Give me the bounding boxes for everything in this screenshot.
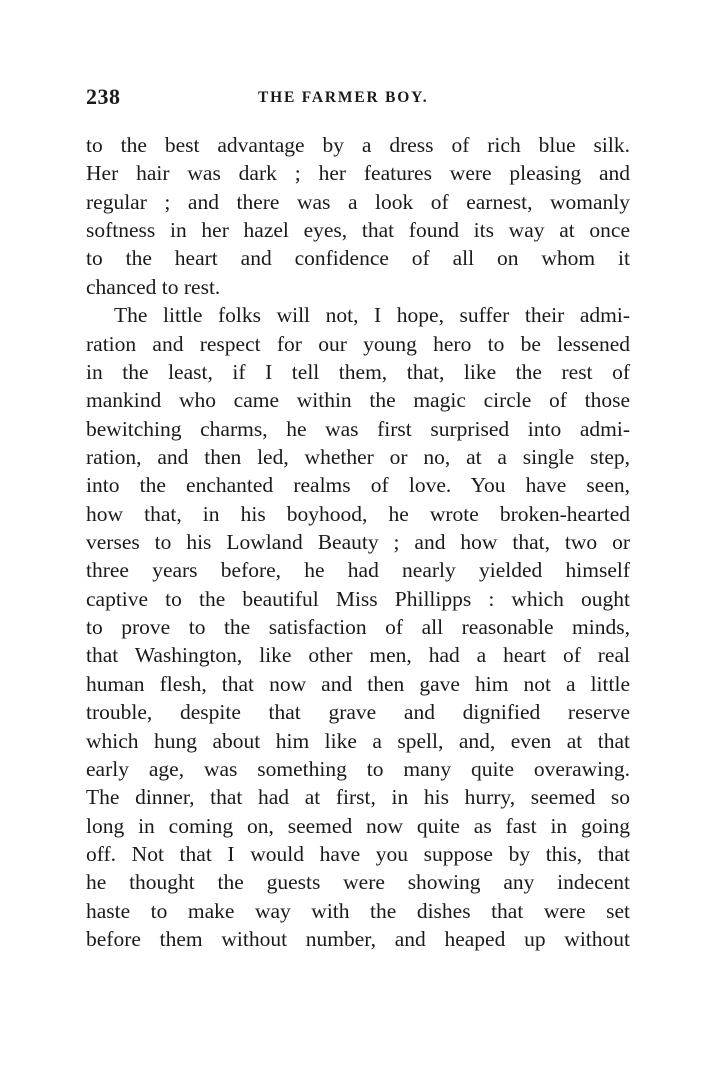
text-line: Her hair was dark ; her features were pleasing and (86, 161, 630, 186)
text-line: softness in her hazel eyes, that found its way at once (86, 218, 630, 243)
text-line: off. Not that I would have you suppose by this, that (86, 841, 630, 866)
text-line: to the heart and confidence of all on whom it (86, 246, 630, 271)
text-line: The little folks will not, I hope, suffer their admi- (114, 303, 630, 328)
text-line: chanced to rest. (86, 274, 221, 299)
text-line: which hung about him like a spell, and, even at that (86, 728, 630, 753)
running-title: THE FARMER BOY. (258, 89, 429, 106)
text-line: mankind who came within the magic circle of those (86, 388, 630, 413)
text-line: he thought the guests were showing any indecent (86, 870, 630, 895)
text-line: long in coming on, seemed now quite as fast in going (86, 813, 630, 838)
text-line: human flesh, that now and then gave him not a little (86, 671, 630, 696)
page-number: 238 (86, 84, 121, 109)
text-line: ration, and then led, whether or no, at a single step, (86, 444, 630, 469)
text-line: before them without number, and heaped up without (86, 927, 630, 952)
page-header (86, 84, 630, 114)
text-line: to prove to the satisfaction of all reasonable minds, (86, 615, 630, 640)
text-line: into the enchanted realms of love. You have seen, (86, 473, 630, 498)
text-line: how that, in his boyhood, he wrote broken-hearted (86, 501, 630, 526)
text-line: captive to the beautiful Miss Phillipps : which ought (86, 586, 630, 611)
text-line: to the best advantage by a dress of rich blue silk. (86, 133, 630, 157)
body-text (86, 131, 630, 953)
text-line: bewitching charms, he was first surprised into admi- (86, 416, 630, 441)
text-line: three years before, he had nearly yielded himself (86, 558, 630, 583)
text-line: regular ; and there was a look of earnest, womanly (86, 189, 630, 214)
text-line: that Washington, like other men, had a heart of real (86, 643, 630, 668)
text-line: haste to make way with the dishes that were set (86, 898, 630, 923)
text-line: in the least, if I tell them, that, like the rest of (86, 359, 630, 384)
text-line: verses to his Lowland Beauty ; and how that, two or (86, 530, 630, 555)
text-line: early age, was something to many quite overawing. (86, 756, 630, 781)
text-line: trouble, despite that grave and dignified reserve (86, 700, 630, 725)
text-line: The dinner, that had at first, in his hurry, seemed so (86, 785, 630, 810)
text-line: ration and respect for our young hero to be lessened (86, 331, 630, 356)
